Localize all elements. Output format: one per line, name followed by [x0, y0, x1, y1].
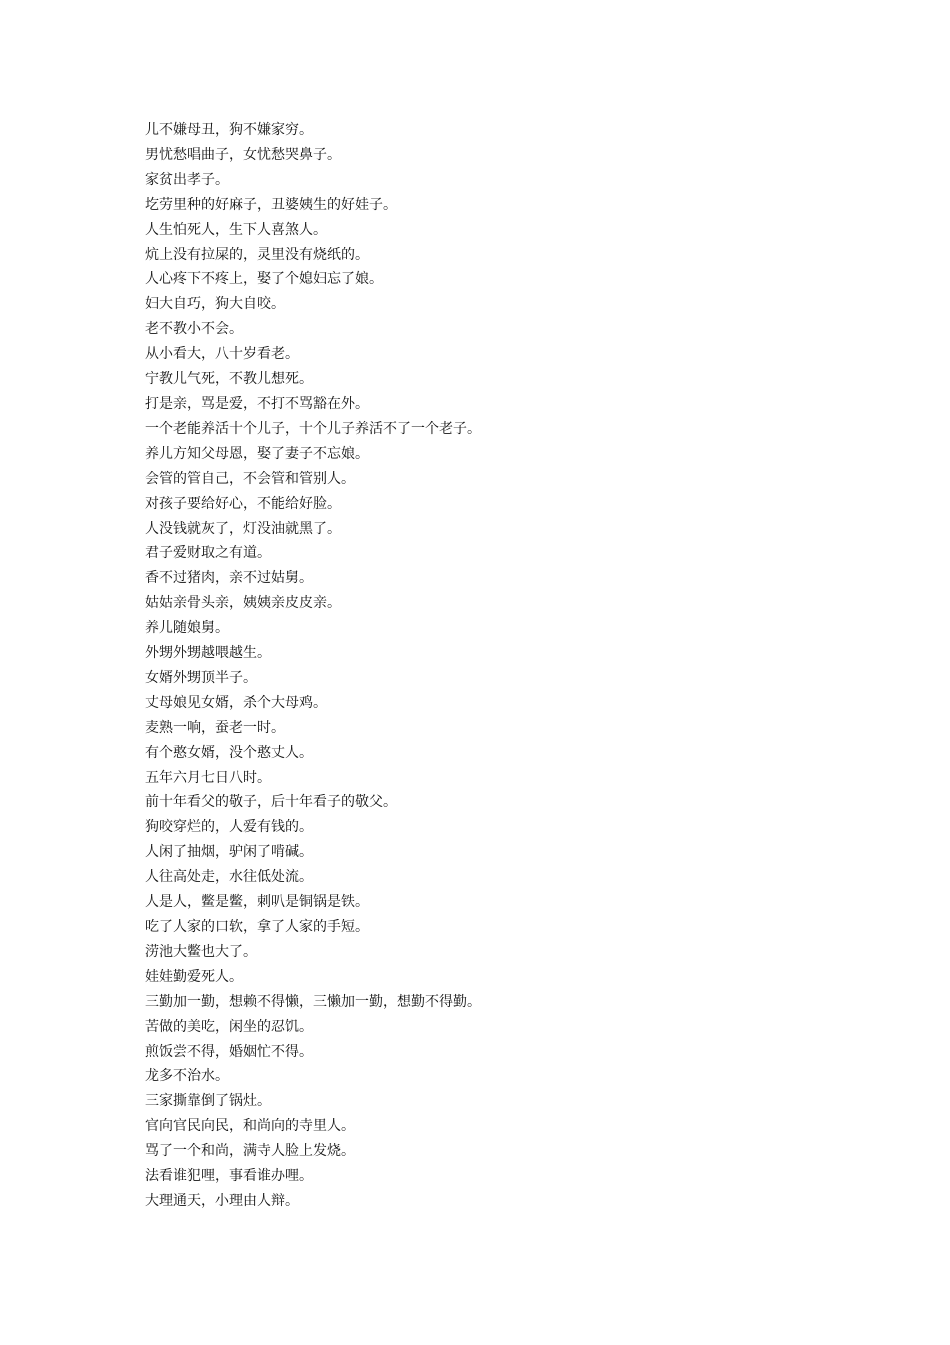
proverb-line: 宁教儿气死，不教儿想死。: [145, 371, 313, 388]
proverb-line: 儿不嫌母丑，狗不嫌家穷。: [145, 122, 313, 138]
proverb-line: 打是亲，骂是爱，不打不骂豁在外。: [145, 395, 369, 412]
proverb-line: 官向官民向民，和尚向的寺里人。: [145, 1118, 355, 1135]
proverb-line: 涝池大鳖也大了。: [145, 943, 257, 960]
proverb-line: 男忧愁唱曲子，女忧愁哭鼻子。: [145, 146, 341, 163]
proverb-line: 君子爱财取之有道。: [145, 545, 271, 562]
proverb-line: 一个老能养活十个儿子，十个儿子养活不了一个老子。: [145, 420, 481, 437]
proverb-line: 三勤加一勤，想赖不得懒，三懒加一勤，想勤不得勤。: [145, 993, 481, 1010]
proverb-line: 会管的管自己，不会管和管别人。: [145, 470, 355, 487]
proverb-line: 姑姑亲骨头亲，姨姨亲皮皮亲。: [145, 595, 341, 612]
proverb-line: 丈母娘见女婿，杀个大母鸡。: [145, 694, 327, 711]
proverb-line: 妇大自巧，狗大自咬。: [145, 296, 285, 313]
proverb-line: 苦做的美吃，闲坐的忍饥。: [145, 1018, 313, 1035]
proverb-line: 外甥外甥越喂越生。: [145, 645, 271, 662]
proverb-line: 大理通天，小理由人辩。: [145, 1192, 299, 1209]
proverb-line: 有个憨女婿，没个憨丈人。: [145, 744, 313, 761]
proverb-line: 老不教小不会。: [145, 321, 243, 338]
proverb-list: [145, 118, 481, 1214]
proverb-line: 从小看大，八十岁看老。: [145, 346, 299, 363]
proverb-line: 人往高处走，水往低处流。: [145, 869, 313, 886]
proverb-line: 养儿方知父母恩，娶了妻子不忘娘。: [145, 445, 369, 462]
proverb-line: 人没钱就灰了，灯没油就黑了。: [145, 520, 341, 537]
proverb-line: 前十年看父的敬子，后十年看子的敬父。: [145, 794, 397, 811]
proverb-line: 龙多不治水。: [145, 1068, 229, 1085]
proverb-line: 狗咬穿烂的，人爱有钱的。: [145, 819, 313, 836]
proverb-line: 人是人，鳖是鳖，刺叭是铜锅是铁。: [145, 894, 369, 911]
proverb-line: 圪劳里种的好麻子，丑婆姨生的好娃子。: [145, 196, 397, 213]
proverb-line: 煎饭尝不得，婚姻忙不得。: [145, 1043, 313, 1060]
proverb-line: 骂了一个和尚，满寺人脸上发烧。: [145, 1143, 355, 1160]
proverb-line: 对孩子要给好心，不能给好脸。: [145, 495, 341, 512]
proverb-line: 人生怕死人，生下人喜煞人。: [145, 221, 327, 238]
proverb-line: 娃娃勤爱死人。: [145, 968, 243, 985]
proverb-line: 养儿随娘舅。: [145, 620, 229, 637]
proverb-line: 女婿外甥顶半子。: [145, 669, 257, 686]
proverb-line: 五年六月七日八时。: [145, 769, 271, 786]
proverb-line: 三家撕靠倒了锅灶。: [145, 1093, 271, 1110]
proverb-line: 麦熟一响，蚕老一时。: [145, 719, 285, 736]
proverb-line: 家贫出孝子。: [145, 171, 229, 188]
proverb-line: 人闲了抽烟，驴闲了啃碱。: [145, 844, 313, 861]
proverb-line: 炕上没有拉屎的，灵里没有烧纸的。: [145, 246, 369, 263]
proverb-line: 法看谁犯哩，事看谁办哩。: [145, 1168, 313, 1185]
proverb-line: 人心疼下不疼上，娶了个媳妇忘了娘。: [145, 271, 383, 288]
proverb-line: 吃了人家的口软，拿了人家的手短。: [145, 919, 369, 935]
proverb-line: 香不过猪肉，亲不过姑舅。: [145, 570, 313, 587]
